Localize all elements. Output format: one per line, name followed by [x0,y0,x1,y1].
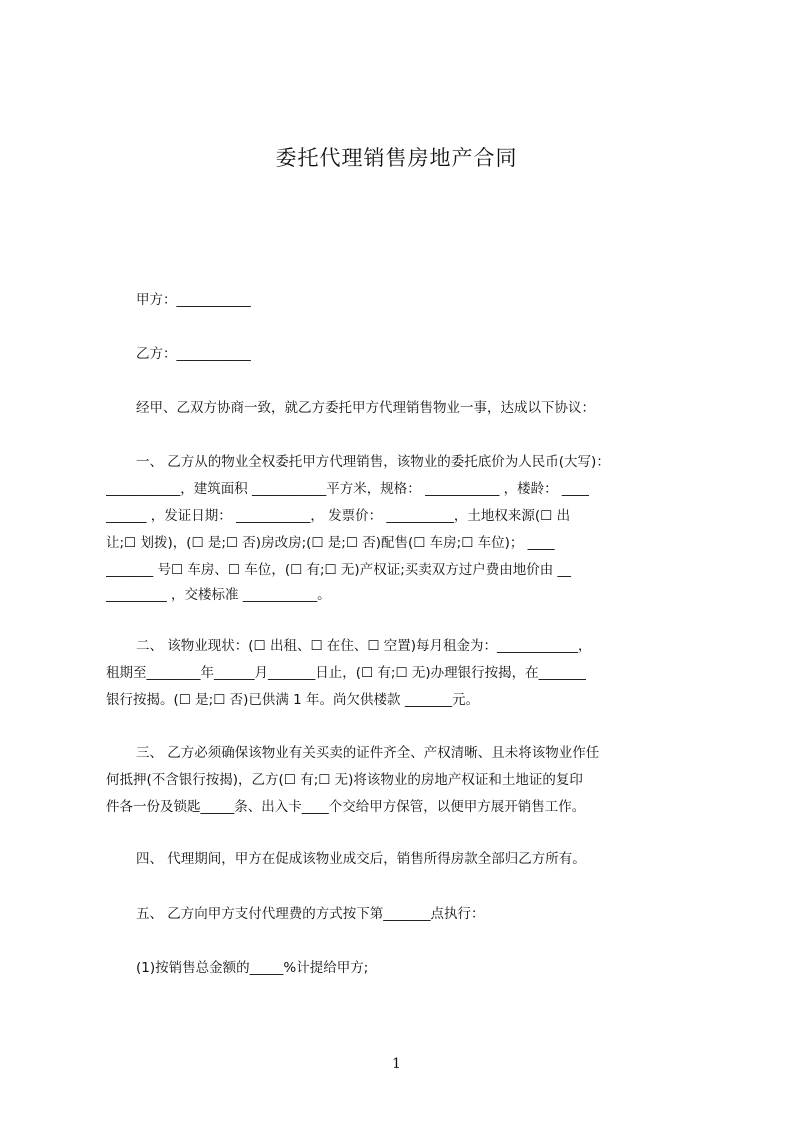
clause-5-item-1: (1)按销售总金额的_____%计提给甲方; [136,960,369,976]
clause-1-line: 一、 乙方从的物业全权委托甲方代理销售，该物业的委托底价为人民币(大写)： [136,454,610,470]
clause-1-line: _______ 号☐ 车房、☐ 车位，(☐ 有;☐ 无)产权证;买卖双方过户费由地价由 __ [106,562,572,578]
clause-1-line: 让;☐ 划拨)，(☐ 是;☐ 否)房改房;(☐ 是;☐ 否)配售(☐ 车房;☐ 车位)； ____ [106,535,555,551]
clause-3-line: 件各一份及锁匙_____条、出入卡____个交给甲方保管，以便甲方展开销售工作。 [106,799,586,815]
clause-1-line: _________ ，交楼标准 ___________。 [106,587,331,603]
clause-4-paragraph: 四、 代理期间，甲方在促成该物业成交后，销售所得房款全部归乙方所有。 [136,851,586,867]
clause-1-line: ___________，建筑面积 ___________平方米，规格： ___________ ，楼龄： ____ [106,481,589,497]
party-b-line: 乙方：___________ [136,346,251,362]
clause-3-line: 何抵押(不含银行按揭)，乙方(☐ 有;☐ 无)将该物业的房地产权证和土地证的复印 [106,772,583,788]
document-title: 委托代理销售房地产合同 [275,146,518,170]
party-a-line: 甲方：___________ [136,292,251,308]
clause-1-line: ______ ，发证日期： ___________， 发票价： __________，土地权来源(☐ 出 [106,508,571,524]
clause-5-paragraph: 五、 乙方向甲方支付代理费的方式按下第_______点执行： [136,906,485,922]
page-number: 1 [392,1056,401,1072]
clause-2-line: 二、 该物业现状：(☐ 出租、☐ 在住、☐ 空置)每月租金为：____________， [136,638,592,654]
clause-3-line: 三、 乙方必须确保该物业有关买卖的证件齐全、产权清晰、且未将该物业作任 [136,745,600,761]
clause-2-line: 租期至________年______月_______日止，(☐ 有;☐ 无)办理银行按揭，在_______ [106,665,586,681]
clause-2-line: 银行按揭。(☐ 是;☐ 否)已供满 1 年。尚欠供楼款 _______元。 [106,692,480,708]
preamble-paragraph: 经甲、乙双方协商一致，就乙方委托甲方代理销售物业一事，达成以下协议： [136,400,595,416]
